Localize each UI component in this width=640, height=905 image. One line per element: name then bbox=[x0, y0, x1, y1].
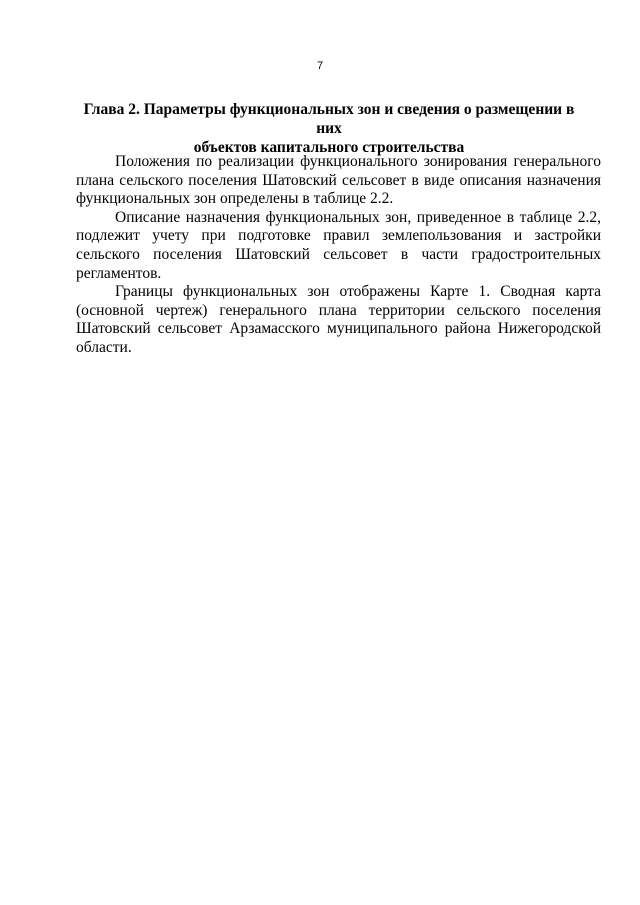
page-number: 7 bbox=[316, 60, 324, 72]
paragraph-2: Описание назначения функциональных зон, приведенное в таблице 2.2, подлежит учету при подготовке правил землепользования и застройки сельского поселения Шатовский сельсовет в части градостроительных регламентов. bbox=[76, 208, 601, 282]
chapter-heading-line-2: объектов капитального строительства bbox=[193, 139, 465, 156]
paragraph-1: Положения по реализации функционального зонирования генерального плана сельского поселения Шатовский сельсовет в виде описания назначения функциональных зон определены в таблице 2.2. bbox=[76, 153, 601, 208]
paragraph-3: Границы функциональных зон отображены Карте 1. Сводная карта (основной чертеж) генерального плана территории сельского поселения Шатовский сельсовет Арзамасского муниципального района Нижегородской области. bbox=[76, 283, 601, 356]
chapter-heading bbox=[72, 100, 586, 157]
chapter-heading-line-1: Глава 2. Параметры функциональных зон и сведения о размещении в них bbox=[83, 101, 575, 137]
body-text bbox=[76, 153, 601, 358]
